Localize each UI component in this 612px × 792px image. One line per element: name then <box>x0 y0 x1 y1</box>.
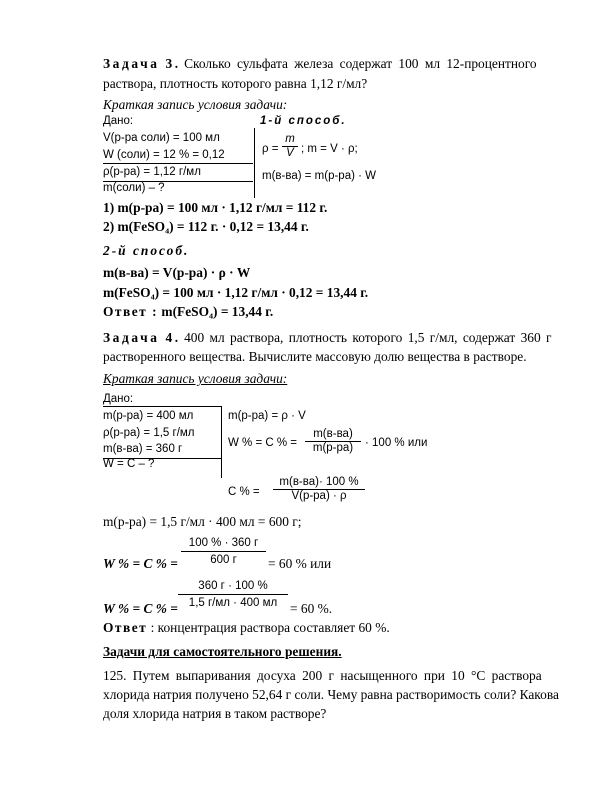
self-study-heading: Задачи для самостоятельного решения. <box>103 644 342 659</box>
task4-formula-fraction-right: · 100 % или <box>365 437 428 449</box>
task4-calc2-left: W % = C % = <box>103 556 178 571</box>
task4-calc2-fraction <box>181 536 266 569</box>
task4-formula-fraction-left: W % = C % = <box>228 437 298 449</box>
self-study-problem-line2: хлорида натрия получено 52,64 г соли. Чему равна растворимость соли? Какова <box>103 687 559 702</box>
task3-formula-rho: ρ = <box>262 143 279 155</box>
task4-find: W = C – ? <box>103 458 155 470</box>
self-study-problem-line1: 125. Путем выпаривания досуха 200 г насыщенного при 10 °С раствора <box>103 668 542 683</box>
task4-calc3-right: = 60 %. <box>290 601 333 616</box>
task4-calc3-denominator: 1,5 г/мл · 400 мл <box>188 597 278 609</box>
task3-formula-fraction <box>282 133 298 160</box>
task3-formula-numerator: m <box>282 133 298 147</box>
task4-calc3-numerator: 360 г · 100 % <box>178 579 288 595</box>
task4-given-label: Дано: <box>103 393 134 405</box>
task4-formula2-denominator: V(р-ра) · ρ <box>291 490 347 502</box>
task3-vertical-divider <box>254 128 255 198</box>
task3-step1: 1) m(р-ра) = 100 мл · 1,12 г/мл = 112 г. <box>103 200 328 215</box>
task3-given-divider <box>103 163 253 164</box>
task3-step2: 2) m(FeSO₄) = 112 г. · 0,12 = 13,44 г. <box>103 219 309 234</box>
task4-paragraph <box>103 329 571 346</box>
task4-given-density: ρ(р-ра) = 1,5 г/мл <box>103 427 195 439</box>
task4-calc1: m(р-ра) = 1,5 г/мл · 400 мл = 600 г; <box>103 514 302 529</box>
task4-title: Задача 4. <box>103 330 181 345</box>
task4-given-top-line <box>103 406 221 407</box>
task3-given-volume: V(р-ра соли) = 100 мл <box>103 132 220 144</box>
task4-calc2-numerator: 100 % · 360 г <box>181 536 266 552</box>
task4-answer-text: : концентрация раствора составляет 60 %. <box>147 620 390 635</box>
task4-formula-fraction <box>305 428 361 455</box>
task3-answer <box>103 303 273 320</box>
task3-brief-heading: Краткая запись условия задачи: <box>103 97 288 112</box>
task3-given-label: Дано: <box>103 115 134 127</box>
task4-brief-heading: Краткая запись условия задачи: <box>103 371 288 386</box>
task4-given-solute-mass: m(в-ва) = 360 г <box>103 443 183 455</box>
task4-answer-label: Ответ <box>103 620 148 635</box>
task3-answer-text: m(FeSO₄) = 13,44 г. <box>158 304 274 319</box>
task4-text-line1: 400 мл раствора, плотность которого 1,5 г/мл, содержат 360 г <box>184 330 552 345</box>
task3-answer-label: Ответ : <box>103 304 159 319</box>
task3-method1-label: 1-й способ. <box>260 115 347 127</box>
task3-find: m(соли) – ? <box>103 182 165 194</box>
task4-given-solution-mass: m(р-ра) = 400 мл <box>103 410 194 422</box>
task4-calc2-denominator: 600 г <box>210 554 237 566</box>
task4-answer <box>103 619 390 636</box>
task3-formula-solute: m(в-ва) = m(р-ра) · W <box>262 170 376 182</box>
task3-method2-calc: m(FeSO₄) = 100 мл · 1,12 г/мл · 0,12 = 13,44 г. <box>103 285 369 300</box>
task4-calc3-left: W % = C % = <box>103 601 178 616</box>
task4-formula2-left: C % = <box>228 486 260 498</box>
task3-text-line1: Сколько сульфата железа содержат 100 мл 12-процентного <box>184 56 537 71</box>
task3-formula-mass: ; m = V · ρ; <box>301 143 358 155</box>
task3-method2-label: 2-й способ. <box>103 243 190 258</box>
task4-formula-mass: m(р-ра) = ρ · V <box>228 410 306 422</box>
task4-calc2-right: = 60 % или <box>268 556 332 571</box>
task4-formula-denominator: m(р-ра) <box>312 442 354 454</box>
task4-formula2-numerator: m(в-ва)· 100 % <box>273 476 365 490</box>
self-study-problem-line3: доля хлорида натрия в таком растворе? <box>103 706 327 721</box>
task4-vertical-divider <box>221 406 222 478</box>
task3-given-fraction: W (соли) = 12 % = 0,12 <box>103 149 225 161</box>
task3-text-line2: раствора, плотность которого равна 1,12 г/мл? <box>103 76 368 91</box>
task3-paragraph <box>103 55 571 72</box>
task3-method2-formula: m(в-ва) = V(р-ра) · ρ · W <box>103 265 251 280</box>
task4-calc3-fraction <box>178 579 288 612</box>
task4-text-line2: растворенного вещества. Вычислите массовую долю вещества в растворе. <box>103 349 527 364</box>
task3-title: Задача 3. <box>103 56 181 71</box>
task3-given-density: ρ(р-ра) = 1,12 г/мл <box>103 166 201 178</box>
task4-formula-numerator: m(в-ва) <box>305 428 361 442</box>
task4-formula2-fraction <box>273 476 365 503</box>
task3-formula-denominator: V <box>286 147 294 159</box>
